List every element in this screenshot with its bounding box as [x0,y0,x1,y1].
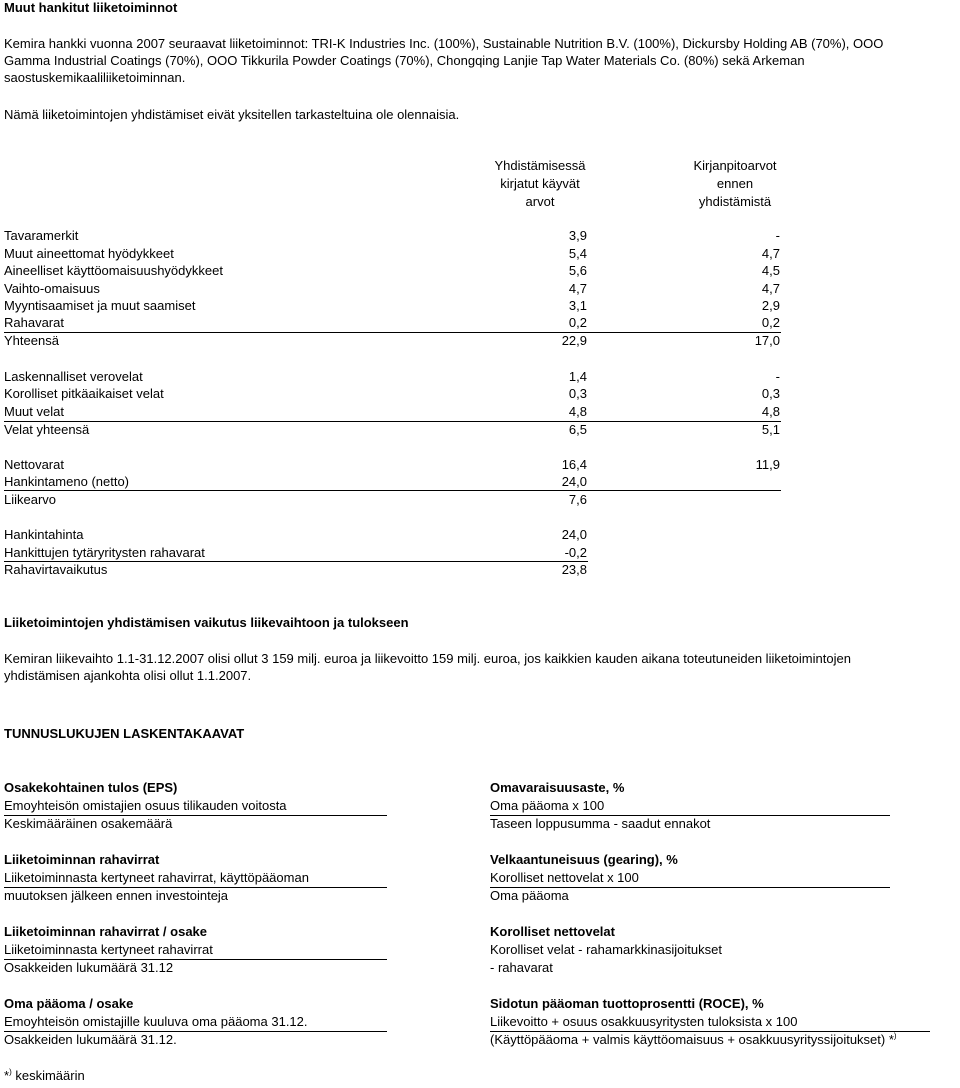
formula-numerator: Liiketoiminnasta kertyneet rahavirrat, käyttöpääoman [4,870,309,885]
col1-header-line: kirjatut käyvät [500,176,580,191]
formula-title: Osakekohtainen tulos (EPS) [4,780,178,795]
row-label: Hankintahinta [4,527,84,542]
col1-header-line: Yhdistämisessä [494,158,586,173]
row-label: Hankittujen tytäryritysten rahavarat [4,545,205,560]
row-value-fair: 16,4 [561,457,587,472]
formulas-heading: TUNNUSLUKUJEN LASKENTAKAAVAT [4,726,245,741]
footnote-text: keskimäärin [15,1068,85,1083]
row-value-fair: 0,3 [568,386,587,401]
formula-numerator: Korolliset velat - rahamarkkinasijoitukset [490,942,722,957]
row-value-fair: 24,0 [561,474,587,489]
row-label: Velat yhteensä [4,422,90,437]
col2-header-line: ennen [716,176,754,191]
row-value-book: - [775,369,780,384]
row-value-fair: 0,2 [568,315,587,330]
row-value-fair: 22,9 [561,333,587,348]
row-value-book: 2,9 [761,298,780,313]
formula-numerator: Liikevoitto + osuus osakkuusyritysten tuloksista x 100 [490,1014,798,1029]
row-value-fair: 3,9 [568,228,587,243]
formula-denominator: Osakkeiden lukumäärä 31.12. [4,1032,177,1047]
row-value-book: 17,0 [754,333,780,348]
row-label: Vaihto-omaisuus [4,281,100,296]
row-value-fair: 5,4 [568,246,587,261]
row-value-fair: 3,1 [568,298,587,313]
formula-numerator: Emoyhteisön omistajien osuus tilikauden voitosta [4,798,287,813]
col2-header-line: yhdistämistä [698,194,772,209]
intro-line-2: Gamma Industrial Coatings (70%), OOO Tikkurila Powder Coatings (70%), Chongqing Lanjie Tap Water Materials Co. (80%) sekä Arkeman [4,53,805,68]
footnote [4,1068,85,1084]
effect-line-1: Kemiran liikevaihto 1.1-31.12.2007 olisi ollut 3 159 milj. euroa ja liikevoitto 159 milj. euroa, jos kaikkien kauden aikana toteutuneiden liiketoimintojen [4,651,851,666]
footnote-sup: ) [893,1031,897,1041]
formula-numerator: Korolliset nettovelat x 100 [490,870,639,885]
row-value-fair: 24,0 [561,527,587,542]
row-value-fair: 1,4 [568,369,587,384]
row-value-fair: 6,5 [568,422,587,437]
effect-heading: Liiketoimintojen yhdistämisen vaikutus liikevaihtoon ja tulokseen [4,615,409,630]
formula-denominator: - rahavarat [490,960,553,975]
row-label: Muut aineettomat hyödykkeet [4,246,174,261]
row-label: Rahavarat [4,315,64,330]
formula-title: Velkaantuneisuus (gearing), % [490,852,678,867]
formula-title: Omavaraisuusaste, % [490,780,625,795]
row-label: Yhteensä [4,333,59,348]
row-value-book: 11,9 [755,457,780,472]
footnote-sup: ) [9,1067,12,1077]
row-value-fair: 4,8 [568,404,587,419]
row-label: Aineelliset käyttöomaisuushyödykkeet [4,263,223,278]
formula-denominator: Oma pääoma [490,888,569,903]
formula-numerator: Liiketoiminnasta kertyneet rahavirrat [4,942,213,957]
effect-line-2: yhdistämisen ajankohta olisi ollut 1.1.2007. [4,668,252,683]
intro-line-3: saostuskemikaaliliiketoiminnan. [4,70,186,85]
row-value-fair: 23,8 [561,562,587,577]
formula-denominator: Osakkeiden lukumäärä 31.12 [4,960,174,975]
row-label: Korolliset pitkäaikaiset velat [4,386,164,401]
row-value-book: 0,2 [761,315,780,330]
row-label: Tavaramerkit [4,228,79,243]
formula-denominator: muutoksen jälkeen ennen investointeja [4,888,229,903]
row-value-fair: -0,2 [564,545,587,560]
row-label: Myyntisaamiset ja muut saamiset [4,298,196,313]
formula-title: Liiketoiminnan rahavirrat [4,852,160,867]
formula-denominator-text: (Käyttöpääoma + valmis käyttöomaisuus + osakkuusyrityssijoitukset) * [490,1032,894,1047]
row-value-book: 0,3 [761,386,780,401]
row-value-book: 5,1 [761,422,780,437]
row-value-book: 4,5 [761,263,780,278]
formula-denominator: Keskimääräinen osakemäärä [4,816,173,831]
row-value-book: 4,7 [761,246,780,261]
formula-title: Sidotun pääoman tuottoprosentti (ROCE), % [490,996,764,1011]
formula-title: Oma pääoma / osake [4,996,134,1011]
net-divider [4,490,781,491]
formula-title: Korolliset nettovelat [490,924,615,939]
row-value-book: 4,7 [761,281,780,296]
total-divider [4,332,781,333]
row-label: Nettovarat [4,457,64,472]
formula-denominator: Taseen loppusumma - saadut ennakot [490,816,711,831]
row-label: Hankintameno (netto) [4,474,130,489]
col1-header-line: arvot [525,194,555,209]
page-title: Muut hankitut liiketoiminnot [4,0,178,15]
intro-note: Nämä liiketoimintojen yhdistämiset eivät yksitellen tarkasteltuina ole olennaisia. [4,107,460,122]
row-label: Liikearvo [4,492,57,507]
row-value-book: - [775,228,780,243]
row-label: Laskennalliset verovelat [4,369,143,384]
formula-numerator: Oma pääoma x 100 [490,798,605,813]
footnote-marker: * [4,1068,10,1083]
row-label: Rahavirtavaikutus [4,562,108,577]
row-value-book: 4,8 [761,404,780,419]
col2-header [680,157,790,211]
formula-denominator [490,1032,897,1048]
intro-line-1: Kemira hankki vuonna 2007 seuraavat liiketoiminnot: TRI-K Industries Inc. (100%), Sustainable Nutrition B.V. (100%), Dickursby Holding AB (70%), OOO [4,36,884,51]
formula-title: Liiketoiminnan rahavirrat / osake [4,924,208,939]
row-value-fair: 4,7 [568,281,587,296]
col2-header-line: Kirjanpitoarvot [693,158,777,173]
formula-numerator: Emoyhteisön omistajille kuuluva oma pääoma 31.12. [4,1014,308,1029]
row-label: Muut velat [4,404,64,419]
total-divider [4,421,781,422]
col1-header [480,157,600,211]
row-value-fair: 5,6 [568,263,587,278]
row-value-fair: 7,6 [568,492,587,507]
